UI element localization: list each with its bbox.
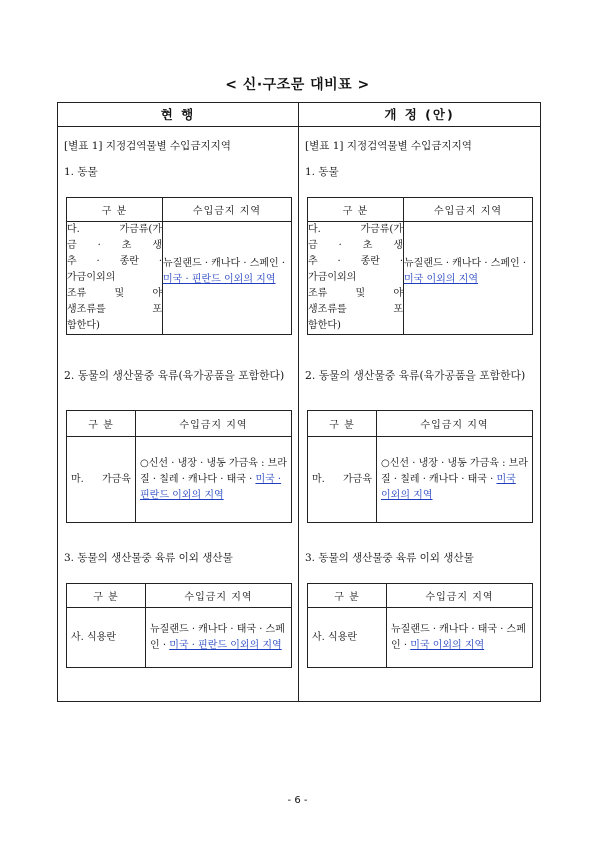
section-2-heading: 2. 동물의 생산물중 육류(육가공품을 포함한다) <box>305 369 526 382</box>
category-line: 생조류를 포 <box>67 304 162 315</box>
table-animals <box>66 197 292 335</box>
region-text: 뉴질랜드 · 캐나다 · 스페인 · <box>163 258 286 269</box>
col-header-category: 구 분 <box>67 198 163 222</box>
col-header-region: 수입금지 지역 <box>136 411 292 437</box>
region-text: 뉴질랜드 · 캐나다 · 태국 · 스페인 · <box>150 623 285 651</box>
section-3-heading: 3. 동물의 생산물중 육류 이외 생산물 <box>305 552 474 564</box>
table-meat <box>307 410 533 523</box>
category-line: 조류 및 야 <box>67 288 162 299</box>
region-changed-text: 미국 · 핀란드 이외의 지역 <box>140 473 282 501</box>
page-number: - 6 - <box>287 795 308 806</box>
col-header-category: 구 분 <box>67 411 136 437</box>
category-line: 가금이외의 <box>67 272 116 283</box>
category-cell <box>67 222 163 335</box>
table-meat <box>66 410 292 523</box>
table-eggs <box>307 583 533 668</box>
region-cell <box>146 608 292 668</box>
col-header-category: 구 분 <box>308 198 404 222</box>
category-cell: 마. 가금육 <box>67 437 136 523</box>
col-header-region: 수입금지 지역 <box>163 198 292 222</box>
col-header-category: 구 분 <box>308 584 387 608</box>
region-cell <box>404 222 533 335</box>
category-line: 함한다) <box>308 320 341 331</box>
category-cell <box>308 222 404 335</box>
region-text: 뉴질랜드 · 캐나다 · 스페인 · <box>404 258 527 269</box>
category-line: 금 · 초 생 <box>67 240 162 251</box>
header-current: 현 행 <box>58 103 298 127</box>
col-header-region: 수입금지 지역 <box>387 584 533 608</box>
region-cell <box>377 437 533 523</box>
section-1-heading: 1. 동물 <box>305 166 339 178</box>
category-cell: 사. 식용란 <box>67 608 146 668</box>
category-line: 다. 가금류(가 <box>308 224 403 235</box>
region-text: ○신선 · 냉장 · 냉동 가금육 : 브라질 · 칠레 · 캐나다 · 태국 · <box>140 457 287 485</box>
category-line: 생조류를 포 <box>308 304 403 315</box>
category-line: 추 · 종란 · <box>308 256 403 267</box>
region-cell <box>163 222 292 335</box>
col-header-category: 구 분 <box>67 584 146 608</box>
col-header-region: 수입금지 지역 <box>146 584 292 608</box>
category-line: 가금이외의 <box>308 272 357 283</box>
category-line: 조류 및 야 <box>308 288 403 299</box>
region-changed-text: 미국 · 핀란드 이외의 지역 <box>163 274 276 285</box>
col-header-category: 구 분 <box>308 411 377 437</box>
category-line: 금 · 초 생 <box>308 240 403 251</box>
section-3-heading: 3. 동물의 생산물중 육류 이외 생산물 <box>64 552 233 564</box>
annex-title: [별표 1] 지정검역물별 수입금지지역 <box>64 140 231 152</box>
region-cell <box>136 437 292 523</box>
region-changed-text: 미국 이외의 지역 <box>404 274 478 285</box>
region-text: ○신선 · 냉장 · 냉동 가금육 : 브라질 · 칠레 · 캐나다 · 태국 · <box>381 457 528 485</box>
region-changed-text: 미국 이외의 지역 <box>381 473 516 501</box>
category-line: 함한다) <box>67 320 100 331</box>
header-revised: 개 정 (안) <box>299 103 540 127</box>
category-cell: 사. 식용란 <box>308 608 387 668</box>
col-header-region: 수입금지 지역 <box>377 411 533 437</box>
category-line: 다. 가금류(가 <box>67 224 162 235</box>
category-cell: 마. 가금육 <box>308 437 377 523</box>
current-column <box>58 127 298 701</box>
category-line: 추 · 종란 · <box>67 256 162 267</box>
page-title: < 신·구조문 대비표 > <box>225 77 370 93</box>
comparison-table <box>57 102 541 702</box>
table-eggs <box>66 583 292 668</box>
region-changed-text: 미국 · 핀란드 이외의 지역 <box>169 639 282 651</box>
region-cell <box>387 608 533 668</box>
annex-title: [별표 1] 지정검역물별 수입금지지역 <box>305 140 472 152</box>
revised-column <box>299 127 540 701</box>
section-2-heading: 2. 동물의 생산물중 육류(육가공품을 포함한다) <box>64 369 285 382</box>
section-1-heading: 1. 동물 <box>64 166 98 178</box>
col-header-region: 수입금지 지역 <box>404 198 533 222</box>
table-animals <box>307 197 533 335</box>
region-text: 뉴질랜드 · 캐나다 · 태국 · 스페인 · <box>391 623 526 651</box>
region-changed-text: 미국 이외의 지역 <box>410 639 485 651</box>
